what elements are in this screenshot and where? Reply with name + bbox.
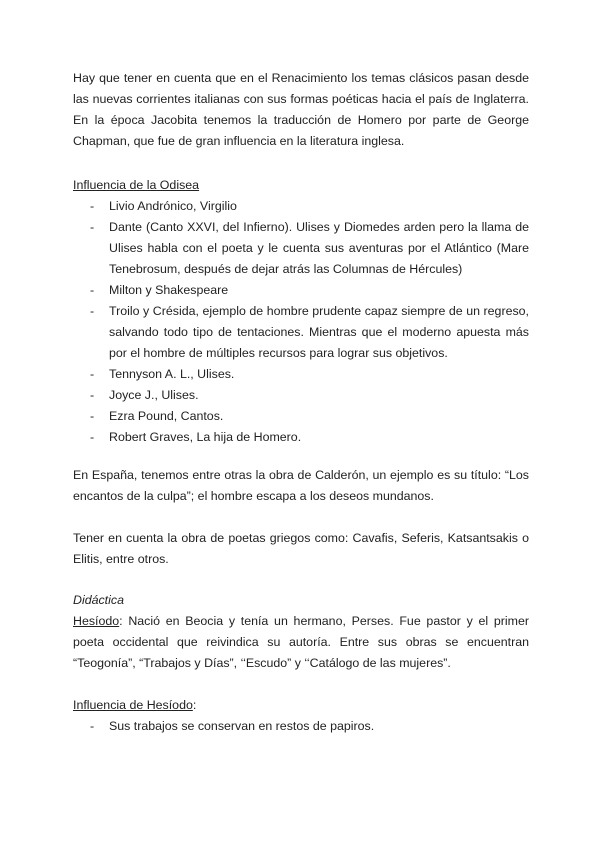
espana-text: En España, tenemos entre otras la obra de Calderón, un ejemplo es su título: “Los encantos de la culpa”; el hombre escapa a los deseos mundanos. [73,468,529,503]
list-item [73,716,529,737]
odisea-section [73,175,529,448]
dash-marker: - [90,388,95,402]
dash-marker: - [90,430,95,444]
heading-colon: : [192,698,197,712]
didactica-text: : Nació en Beocia y tenía un hermano, Perses. Fue pastor y el primer poeta occidental que reivindica su autoría. Entre sus obras se encuentran “Teogonía”, “Trabajos y Días”, ‘‘Escudo” y ‘‘Catálogo de las mujeres”. [73,614,529,670]
list-item-text: Milton y Shakespeare [109,283,229,297]
hesiodo-list [73,716,529,737]
intro-text: Hay que tener en cuenta que en el Renacimiento los temas clásicos pasan desde las nuevas corrientes italianas con sus formas poéticas hacia el país de Inglaterra. En la época Jacobita tenemos la traducción de Homero por parte de George Chapman, que fue de gran influencia en la literatura inglesa. [73,71,529,148]
didactica-heading: Didáctica [73,593,124,607]
dash-marker: - [90,304,95,318]
dash-marker: - [90,409,95,423]
dash-marker: - [90,367,95,381]
list-item [73,427,529,448]
intro-paragraph [73,68,529,152]
list-item [73,301,529,364]
list-item [73,196,529,217]
hesiodo-heading: Influencia de Hesíodo [73,698,193,712]
dash-marker: - [90,283,95,297]
list-item [73,217,529,280]
list-item-text: Livio Andrónico, Virgilio [109,199,237,213]
espana-paragraph [73,465,529,507]
list-item-text: Sus trabajos se conservan en restos de papiros. [109,719,375,733]
list-item-text: Dante (Canto XXVI, del Infierno). Ulises y Diomedes arden pero la llama de Ulises habla con el poeta y le cuenta sus aventuras por el Atlántico (Mare Tenebrosum, después de dejar atrás las Columnas de Hércules) [109,220,529,276]
list-item-text: Troilo y Crésida, ejemplo de hombre prudente capaz siempre de un regreso, salvando todo tipo de tentaciones. Mientras que el moderno apuesta más por el hombre de múltiples recursos para lograr sus objetivos. [109,304,529,360]
list-item-text: Ezra Pound, Cantos. [109,409,224,423]
odisea-list [73,196,529,448]
hesiodo-name: Hesíodo [73,614,120,628]
dash-marker: - [90,719,95,733]
dash-marker: - [90,220,95,234]
didactica-section [73,590,529,674]
list-item [73,280,529,301]
list-item [73,406,529,427]
list-item-text: Tennyson A. L., Ulises. [109,367,235,381]
griegos-text: Tener en cuenta la obra de poetas griegos como: Cavafis, Seferis, Katsantsakis o Elitis, entre otros. [73,531,529,566]
didactica-paragraph [73,611,529,674]
hesiodo-section [73,695,529,737]
dash-marker: - [90,199,95,213]
list-item [73,364,529,385]
list-item-text: Joyce J., Ulises. [109,388,199,402]
list-item-text: Robert Graves, La hija de Homero. [109,430,302,444]
list-item [73,385,529,406]
hesiodo-heading-line [73,695,529,716]
odisea-heading: Influencia de la Odisea [73,178,200,192]
griegos-paragraph [73,528,529,570]
